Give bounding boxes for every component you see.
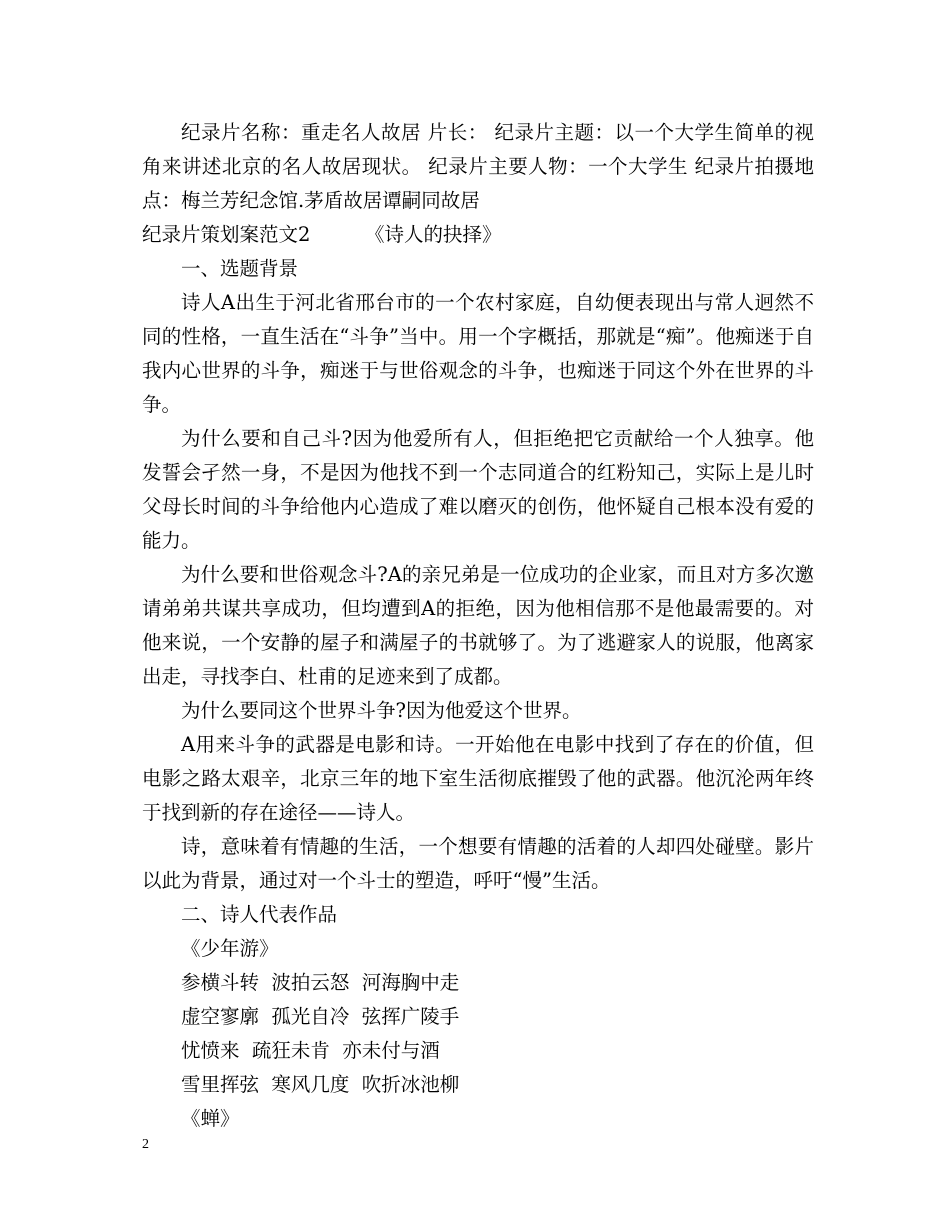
heading-works: 二、诗人代表作品 — [181, 903, 338, 926]
section-title — [142, 218, 814, 252]
poem-line: 忧愤来 疏狂未肯 亦未付与酒 — [181, 1039, 440, 1062]
body-paragraph: A用来斗争的武器是电影和诗。一开始他在电影中找到了存在的价值，但电影之路太艰辛，北京三年的地下室生活彻底摧毁了他的武器。他沉沦两年终于找到新的存在途径——诗人。 — [142, 733, 814, 824]
body-paragraph: 为什么要和自己斗?因为他爱所有人，但拒绝把它贡献给一个人独享。他发誓会孑然一身，不是因为他找不到一个志同道合的红粉知己，实际上是儿时父母长时间的斗争给他内心造成了难以磨灭的创伤，他怀疑自己根本没有爱的能力。 — [142, 427, 814, 552]
poem-line: 参横斗转 波拍云怒 河海胸中走 — [181, 971, 460, 994]
intro-paragraph: 纪录片名称：重走名人故居 片长： 纪录片主题：以一个大学生简单的视角来讲述北京的名人故居现状。 纪录片主要人物：一个大学生 纪录片拍摄地点：梅兰芳纪念馆.茅盾故居谭嗣同故居 — [142, 121, 814, 212]
document-body — [142, 116, 814, 1136]
section-title-label: 纪录片策划案范文2 — [142, 223, 311, 246]
body-paragraph: 为什么要同这个世界斗争?因为他爱这个世界。 — [181, 699, 582, 722]
poem-title: 《少年游》 — [181, 937, 279, 960]
poem-line: 雪里挥弦 寒风几度 吹折冰池柳 — [181, 1073, 460, 1096]
body-paragraph: 诗，意味着有情趣的生活，一个想要有情趣的活着的人却四处碰壁。影片以此为背景，通过对一个斗士的塑造，呼吁“慢”生活。 — [142, 835, 814, 892]
body-paragraph: 诗人A出生于河北省邢台市的一个农村家庭，自幼便表现出与常人迥然不同的性格，一直生活在“斗争”当中。用一个字概括，那就是“痴”。他痴迷于自我内心世界的斗争，痴迷于与世俗观念的斗争，也痴迷于同这个外在世界的斗争。 — [142, 291, 814, 416]
poem-title: 《蝉》 — [181, 1107, 240, 1130]
heading-background: 一、选题背景 — [181, 257, 299, 280]
film-title: 《诗人的抉择》 — [365, 223, 502, 246]
page-number: 2 — [142, 1137, 149, 1152]
body-paragraph: 为什么要和世俗观念斗?A的亲兄弟是一位成功的企业家，而且对方多次邀请弟弟共谋共享成功，但均遭到A的拒绝，因为他相信那不是他最需要的。对他来说，一个安静的屋子和满屋子的书就够了。为了逃避家人的说服，他离家出走，寻找李白、杜甫的足迹来到了成都。 — [142, 563, 814, 688]
poem-line: 虚空寥廓 孤光自冷 弦挥广陵手 — [181, 1005, 460, 1028]
